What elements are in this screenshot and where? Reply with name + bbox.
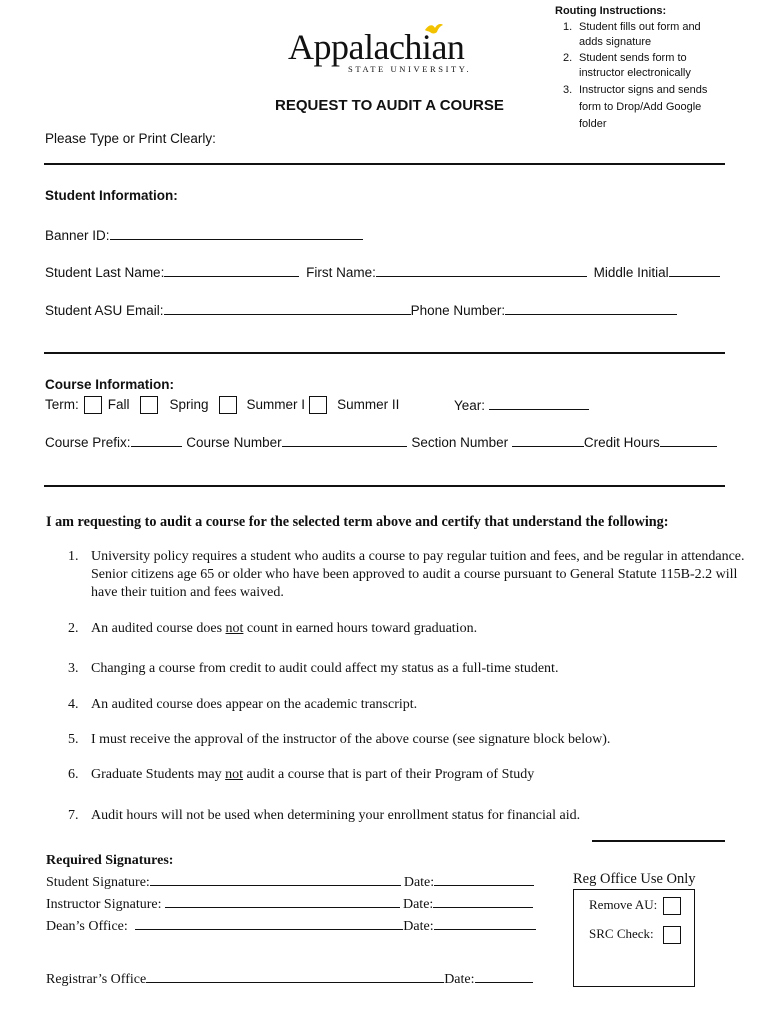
prefix-field[interactable] <box>131 434 182 447</box>
term-summer1-checkbox[interactable] <box>219 396 237 414</box>
divider <box>44 485 725 487</box>
list-item: 3. Changing a course from credit to audit could affect my status as a full-time student. <box>68 661 559 676</box>
src-check-checkbox[interactable] <box>663 926 681 944</box>
print-note: Please Type or Print Clearly: <box>45 131 216 146</box>
middle-initial-label: Middle Initial <box>593 265 669 280</box>
banner-id-row <box>45 227 363 243</box>
remove-au-label: Remove AU: <box>589 897 658 912</box>
registrar-label: Registrar’s Office <box>46 972 147 987</box>
reg-office-title: Reg Office Use Only <box>573 871 696 887</box>
list-item: 7. Audit hours will not be used when determining your enrollment status for financial aid. <box>68 808 581 823</box>
src-check-label: SRC Check: <box>589 926 654 941</box>
banner-id-label: Banner ID: <box>45 228 110 243</box>
term-summer1-label: Summer I <box>246 397 306 412</box>
list-item: 4. An audited course does appear on the academic transcript. <box>68 697 418 712</box>
student-date-field[interactable] <box>434 873 534 886</box>
university-logo <box>288 22 488 82</box>
prefix-label: Course Prefix: <box>45 435 131 450</box>
signatures-block <box>46 850 536 938</box>
last-name-label: Student Last Name: <box>45 265 165 280</box>
list-item: 5. I must receive the approval of the instructor of the above course (see signature block below). <box>68 732 611 747</box>
term-spring-checkbox[interactable] <box>140 396 158 414</box>
routing-step: 2. Student sends form to instructor electronically <box>563 51 691 79</box>
name-row <box>45 264 720 280</box>
course-info-heading: Course Information: <box>45 377 175 392</box>
phone-field[interactable] <box>505 302 677 315</box>
student-signature-row <box>46 872 536 894</box>
year-label: Year: <box>454 398 486 413</box>
term-summer2-checkbox[interactable] <box>309 396 327 414</box>
term-label: Term: <box>45 397 79 412</box>
instructor-date-field[interactable] <box>433 895 533 908</box>
term-spring-label: Spring <box>169 397 209 412</box>
dean-signature-row <box>46 916 536 938</box>
form-title: REQUEST TO AUDIT A COURSE <box>275 97 504 114</box>
divider <box>44 352 725 354</box>
term-row <box>45 395 399 415</box>
term-fall-checkbox[interactable] <box>84 396 102 414</box>
student-signature-label: Student Signature: <box>46 875 150 890</box>
divider <box>44 163 725 165</box>
list-item: 6. Graduate Students may not audit a course that is part of their Program of Study <box>68 767 535 782</box>
dean-date-label: Date: <box>403 919 434 934</box>
last-name-field[interactable] <box>164 264 299 277</box>
credit-hours-label: Credit Hours <box>583 435 660 450</box>
routing-instructions <box>553 4 723 133</box>
registrar-signature-field[interactable] <box>146 970 444 983</box>
email-label: Student ASU Email: <box>45 303 164 318</box>
instructor-date-label: Date: <box>402 897 434 912</box>
phone-label: Phone Number: <box>410 303 506 318</box>
year-row <box>454 397 589 413</box>
registrar-date-field[interactable] <box>475 970 533 983</box>
first-name-field[interactable] <box>376 264 587 277</box>
course-row <box>45 434 717 450</box>
list-item: 2. An audited course does not count in earned hours toward graduation. <box>68 621 478 636</box>
course-number-label: Course Number <box>186 435 282 450</box>
dean-signature-field[interactable] <box>135 917 403 930</box>
term-fall-label: Fall <box>107 397 130 412</box>
email-field[interactable] <box>164 302 411 315</box>
banner-id-field[interactable] <box>110 227 363 240</box>
section-number-field[interactable] <box>512 434 584 447</box>
section-number-label: Section Number <box>411 435 509 450</box>
routing-step: 3. Instructor signs and sends form to Drop/Add Google folder <box>563 83 708 130</box>
student-date-label: Date: <box>403 875 435 890</box>
instructor-signature-field[interactable] <box>165 895 400 908</box>
signatures-heading: Required Signatures: <box>46 853 174 868</box>
list-item: 1. University policy requires a student who audits a course to pay regular tuition and fees, and be regular in attendance. Senior citizens age 65 or older who have been approved to audit a course pursuant to General Statute 115B-2.2 will have their tuition and fees waived. <box>68 549 745 600</box>
contact-row <box>45 302 677 318</box>
first-name-label: First Name: <box>306 265 376 280</box>
middle-initial-field[interactable] <box>669 264 720 277</box>
remove-au-checkbox[interactable] <box>663 897 681 915</box>
src-check-row <box>589 926 687 944</box>
logo-wordmark: Appalachian <box>288 27 465 67</box>
instructor-signature-label: Instructor Signature: <box>46 897 162 912</box>
reg-office-box <box>573 889 695 987</box>
year-field[interactable] <box>489 397 589 410</box>
student-signature-field[interactable] <box>150 873 401 886</box>
routing-step: 1. Student fills out form and adds signature <box>563 20 701 48</box>
certification-statement: I am requesting to audit a course for the selected term above and certify that understand the following: <box>46 514 669 530</box>
registrar-row <box>46 970 533 988</box>
term-summer2-label: Summer II <box>337 397 400 412</box>
remove-au-row <box>589 897 687 915</box>
routing-title: Routing Instructions: <box>555 5 667 17</box>
registrar-date-label: Date: <box>444 972 475 987</box>
course-number-field[interactable] <box>282 434 407 447</box>
divider <box>592 840 725 842</box>
credit-hours-field[interactable] <box>660 434 717 447</box>
instructor-signature-row <box>46 894 536 916</box>
logo-subtitle: STATE UNIVERSITY. <box>348 64 472 74</box>
dean-signature-label: Dean’s Office: <box>46 919 128 934</box>
student-info-heading: Student Information: <box>45 188 178 203</box>
dean-date-field[interactable] <box>434 917 536 930</box>
